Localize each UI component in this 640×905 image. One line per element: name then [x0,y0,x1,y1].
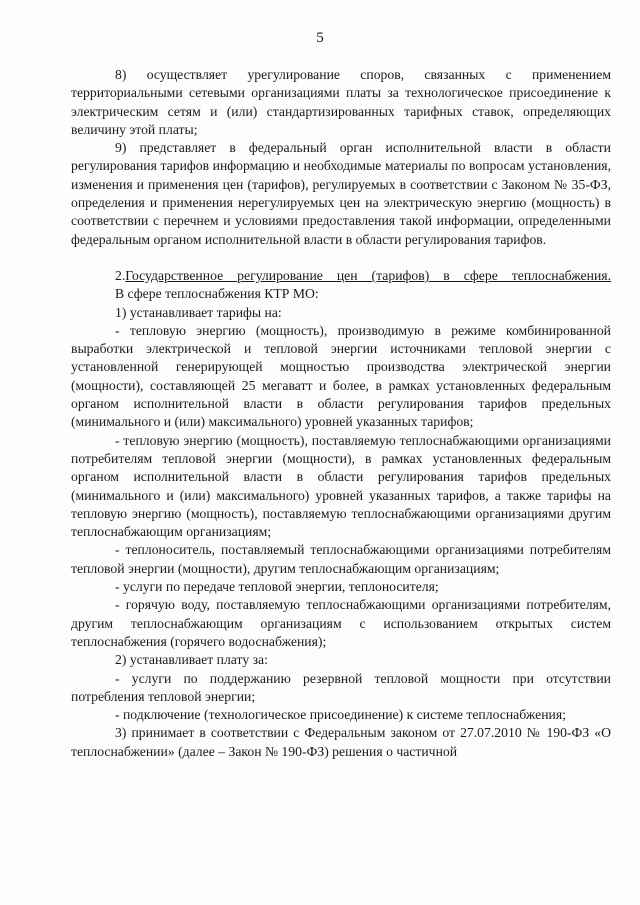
list-item: 2) устанавливает плату за: [115,652,268,668]
list-item: - подключение (технологическое присоединение) к системе теплоснабжения; [115,707,566,723]
list-item: - услуги по поддержанию резервной тепловой мощности при отсутствии потребления тепловой энергии; [71,670,611,704]
body-intro: В сфере теплоснабжения КТР МО: [115,286,319,302]
list-item: - тепловую энергию (мощность), поставляемую теплоснабжающими организациями потребителям тепловой энергии (мощности), в рамках установленных федеральным органом исполнительной власти в области регулирования тарифов предельных (минимального и (или) максимального) уровней указанных тарифов, а также тарифы на тепловую энергию (мощность), поставляемую теплоснабжающими организациями другим теплоснабжающим организациям; [71,432,611,540]
list-item: - теплоноситель, поставляемый теплоснабжающими организациями потребителям тепловой энергии (мощности), другим теплоснабжающим организациям; [71,542,611,576]
list-item: 1) устанавливает тарифы на: [115,304,282,320]
list-item: - услуги по передаче тепловой энергии, теплоносителя; [115,579,439,595]
document-body [71,66,611,761]
paragraph-item-9: 9) представляет в федеральный орган исполнительной власти в области регулирования тарифов информацию и необходимые материалы по вопросам установления, изменения и применения цен (тарифов), регулируемых в соответствии с Законом № 35-ФЗ, определения и применения нерегулируемых цен на электрическую энергию (мощность) в соответствии с перечнем и условиями предоставления такой информации, определенными федеральным органом исполнительной власти в области регулирования тарифов. [71,140,611,247]
section-heading [71,267,611,285]
section-title: Государственное регулирование цен (тарифов) в сфере теплоснабжения. [125,267,611,283]
list-item: - тепловую энергию (мощность), производимую в режиме комбинированной выработки электрической и тепловой энергии источниками тепловой энергии с установленной генерирующей мощностью производства электрической энергии (мощности), составляющей 25 мегаватт и более, в рамках установленных федеральным органом исполнительной власти в области регулирования тарифов предельных (минимального и (или) максимального) уровней указанных тарифов; [71,322,611,430]
list-item: - горячую воду, поставляемую теплоснабжающими организациями потребителям, другим теплоснабжающим организациям с использованием открытых систем теплоснабжения (горячего водоснабжения); [71,597,611,649]
list-item: 3) принимает в соответствии с Федеральным законом от 27.07.2010 № 190-ФЗ «О теплоснабжении» (далее – Закон № 190-ФЗ) решения о частичной [71,725,611,759]
section-number: 2. [115,267,126,283]
page-number: 5 [316,30,324,46]
paragraph-item-8: 8) осуществляет урегулирование споров, связанных с применением территориальными сетевыми организациями платы за технологическое присоединение к электрическим сетям и (или) стандартизированных тарифных ставок, определяющих величину этой платы; [71,67,611,137]
